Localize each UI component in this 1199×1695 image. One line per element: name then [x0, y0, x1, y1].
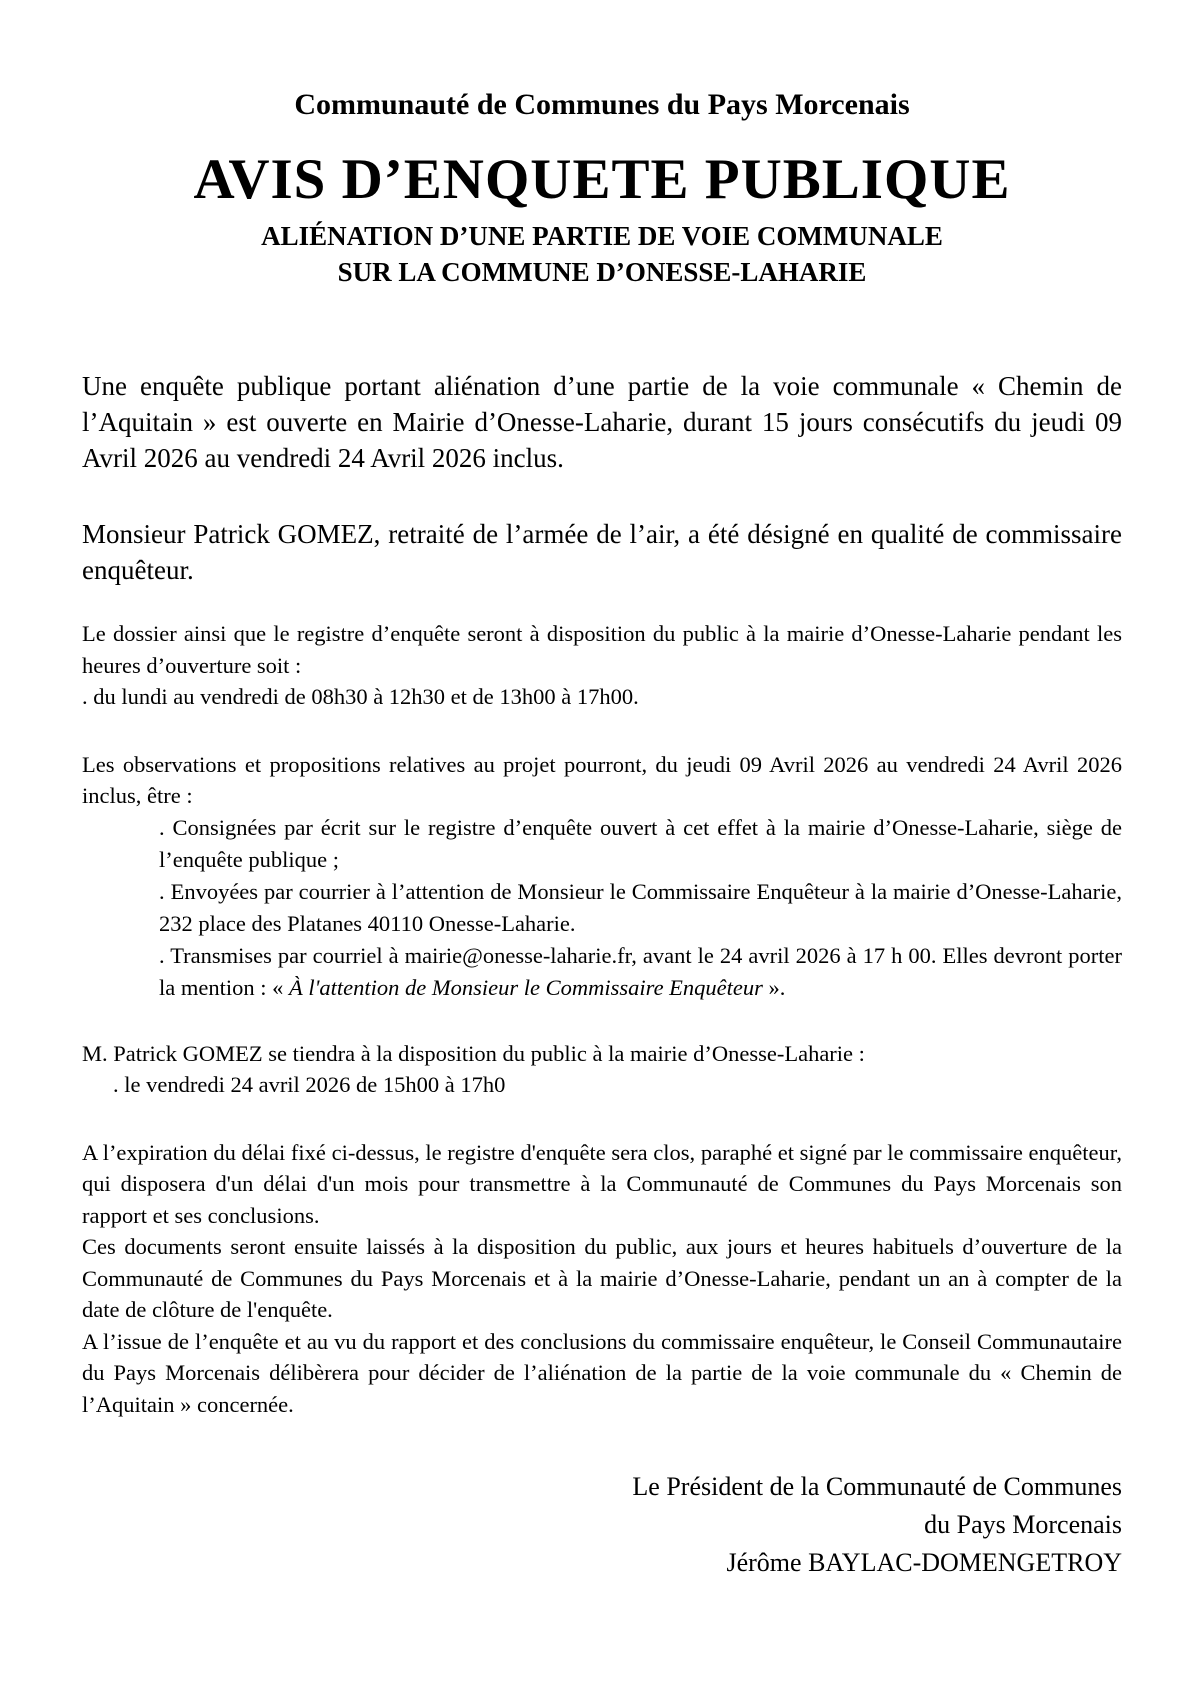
documents-disposition: Ces documents seront ensuite laissés à la disposition du public, aux jours et heures habituels d’ouverture de la Communauté de Communes du Pays Morcenais et à la mairie d’Onesse-Laharie, pendant un an à compter de la date de clôture de l'enquête. — [82, 1234, 1122, 1322]
observations-intro: Les observations et propositions relatives au projet pourront, du jeudi 09 Avril 2026 au vendredi 24 Avril 2026 inclus, être : — [82, 751, 1122, 808]
horaires-ouverture: . du lundi au vendredi de 08h30 à 12h30 et de 13h00 à 17h00. — [82, 684, 639, 709]
notice-title: AVIS D’ENQUETE PUBLIQUE — [193, 148, 1011, 211]
subtitle-line-2: SUR LA COMMUNE D’ONESSE-LAHARIE — [337, 257, 867, 287]
paragraph-observations — [82, 749, 1122, 1004]
permanence-intro: M. Patrick GOMEZ se tiendra à la disposition du public à la mairie d’Onesse-Laharie : — [82, 1040, 865, 1066]
signature-name: Jérôme BAYLAC-DOMENGETROY — [726, 1548, 1122, 1577]
transmises-text: . Transmises par courriel à mairie@onesse-laharie.fr, avant le 24 avril 2026 à 17 h 00. Elles devront porter la mention : « — [159, 942, 1122, 1000]
transmises-closing: ». — [762, 974, 786, 1000]
paragraph-dossier-registre — [82, 618, 1122, 713]
dossier-intro: Le dossier ainsi que le registre d’enquête seront à disposition du public à la mairie d’Onesse-Laharie pendant les heures d’ouverture soit : — [82, 621, 1122, 678]
mention-attention-italic: À l'attention de Monsieur le Commissaire Enquêteur — [288, 974, 763, 1000]
paragraph-enquete-ouverture: Une enquête publique portant aliénation d’une partie de la voie communale « Chemin de l’Aquitain » est ouverte en Mairie d’Onesse-Laharie, durant 15 jours consécutifs du jeudi 09 Avril 2026 au vendredi 24 Avril 2026 inclus. — [82, 371, 1122, 473]
bullet-consignees: . Consignées par écrit sur le registre d’enquête ouvert à cet effet à la mairie d’Onesse-Laharie, siège de l’enquête publique ; — [159, 814, 1122, 872]
signature-block — [82, 1468, 1122, 1582]
notice-body — [82, 368, 1122, 1582]
deliberation-conseil: A l’issue de l’enquête et au vu du rapport et des conclusions du commissaire enquêteur, le Conseil Communautaire du Pays Morcenais délibèrera pour décider de l’aliénation de la partie de la voie communale du « Chemin de l’Aquitain » concernée. — [82, 1328, 1122, 1417]
cloture-registre: A l’expiration du délai fixé ci-dessus, le registre d'enquête sera clos, paraphé et signé par le commissaire enquêteur, qui disposera d'un délai d'un mois pour transmettre à la Communauté de Communes du Pays Morcenais son rapport et ses conclusions. — [82, 1139, 1122, 1228]
organization-name: Communauté de Communes du Pays Morcenais — [294, 88, 910, 121]
subtitle-line-1: ALIÉNATION D’UNE PARTIE DE VOIE COMMUNALE — [261, 221, 943, 251]
signature-title: Le Président de la Communauté de Communes — [632, 1472, 1122, 1501]
signature-organization: du Pays Morcenais — [924, 1510, 1122, 1539]
bullet-transmises — [82, 940, 1122, 1004]
bullet-envoyees: . Envoyées par courrier à l’attention de Monsieur le Commissaire Enquêteur à la mairie d’Onesse-Laharie, 232 place des Platanes 40110 Onesse-Laharie. — [159, 878, 1122, 936]
paragraph-cloture — [82, 1137, 1122, 1421]
paragraph-commissaire-designation: Monsieur Patrick GOMEZ, retraité de l’armée de l’air, a été désigné en qualité de commissaire enquêteur. — [82, 519, 1122, 585]
permanence-date: . le vendredi 24 avril 2026 de 15h00 à 17h0 — [113, 1072, 506, 1097]
paragraph-permanence — [82, 1038, 1122, 1101]
